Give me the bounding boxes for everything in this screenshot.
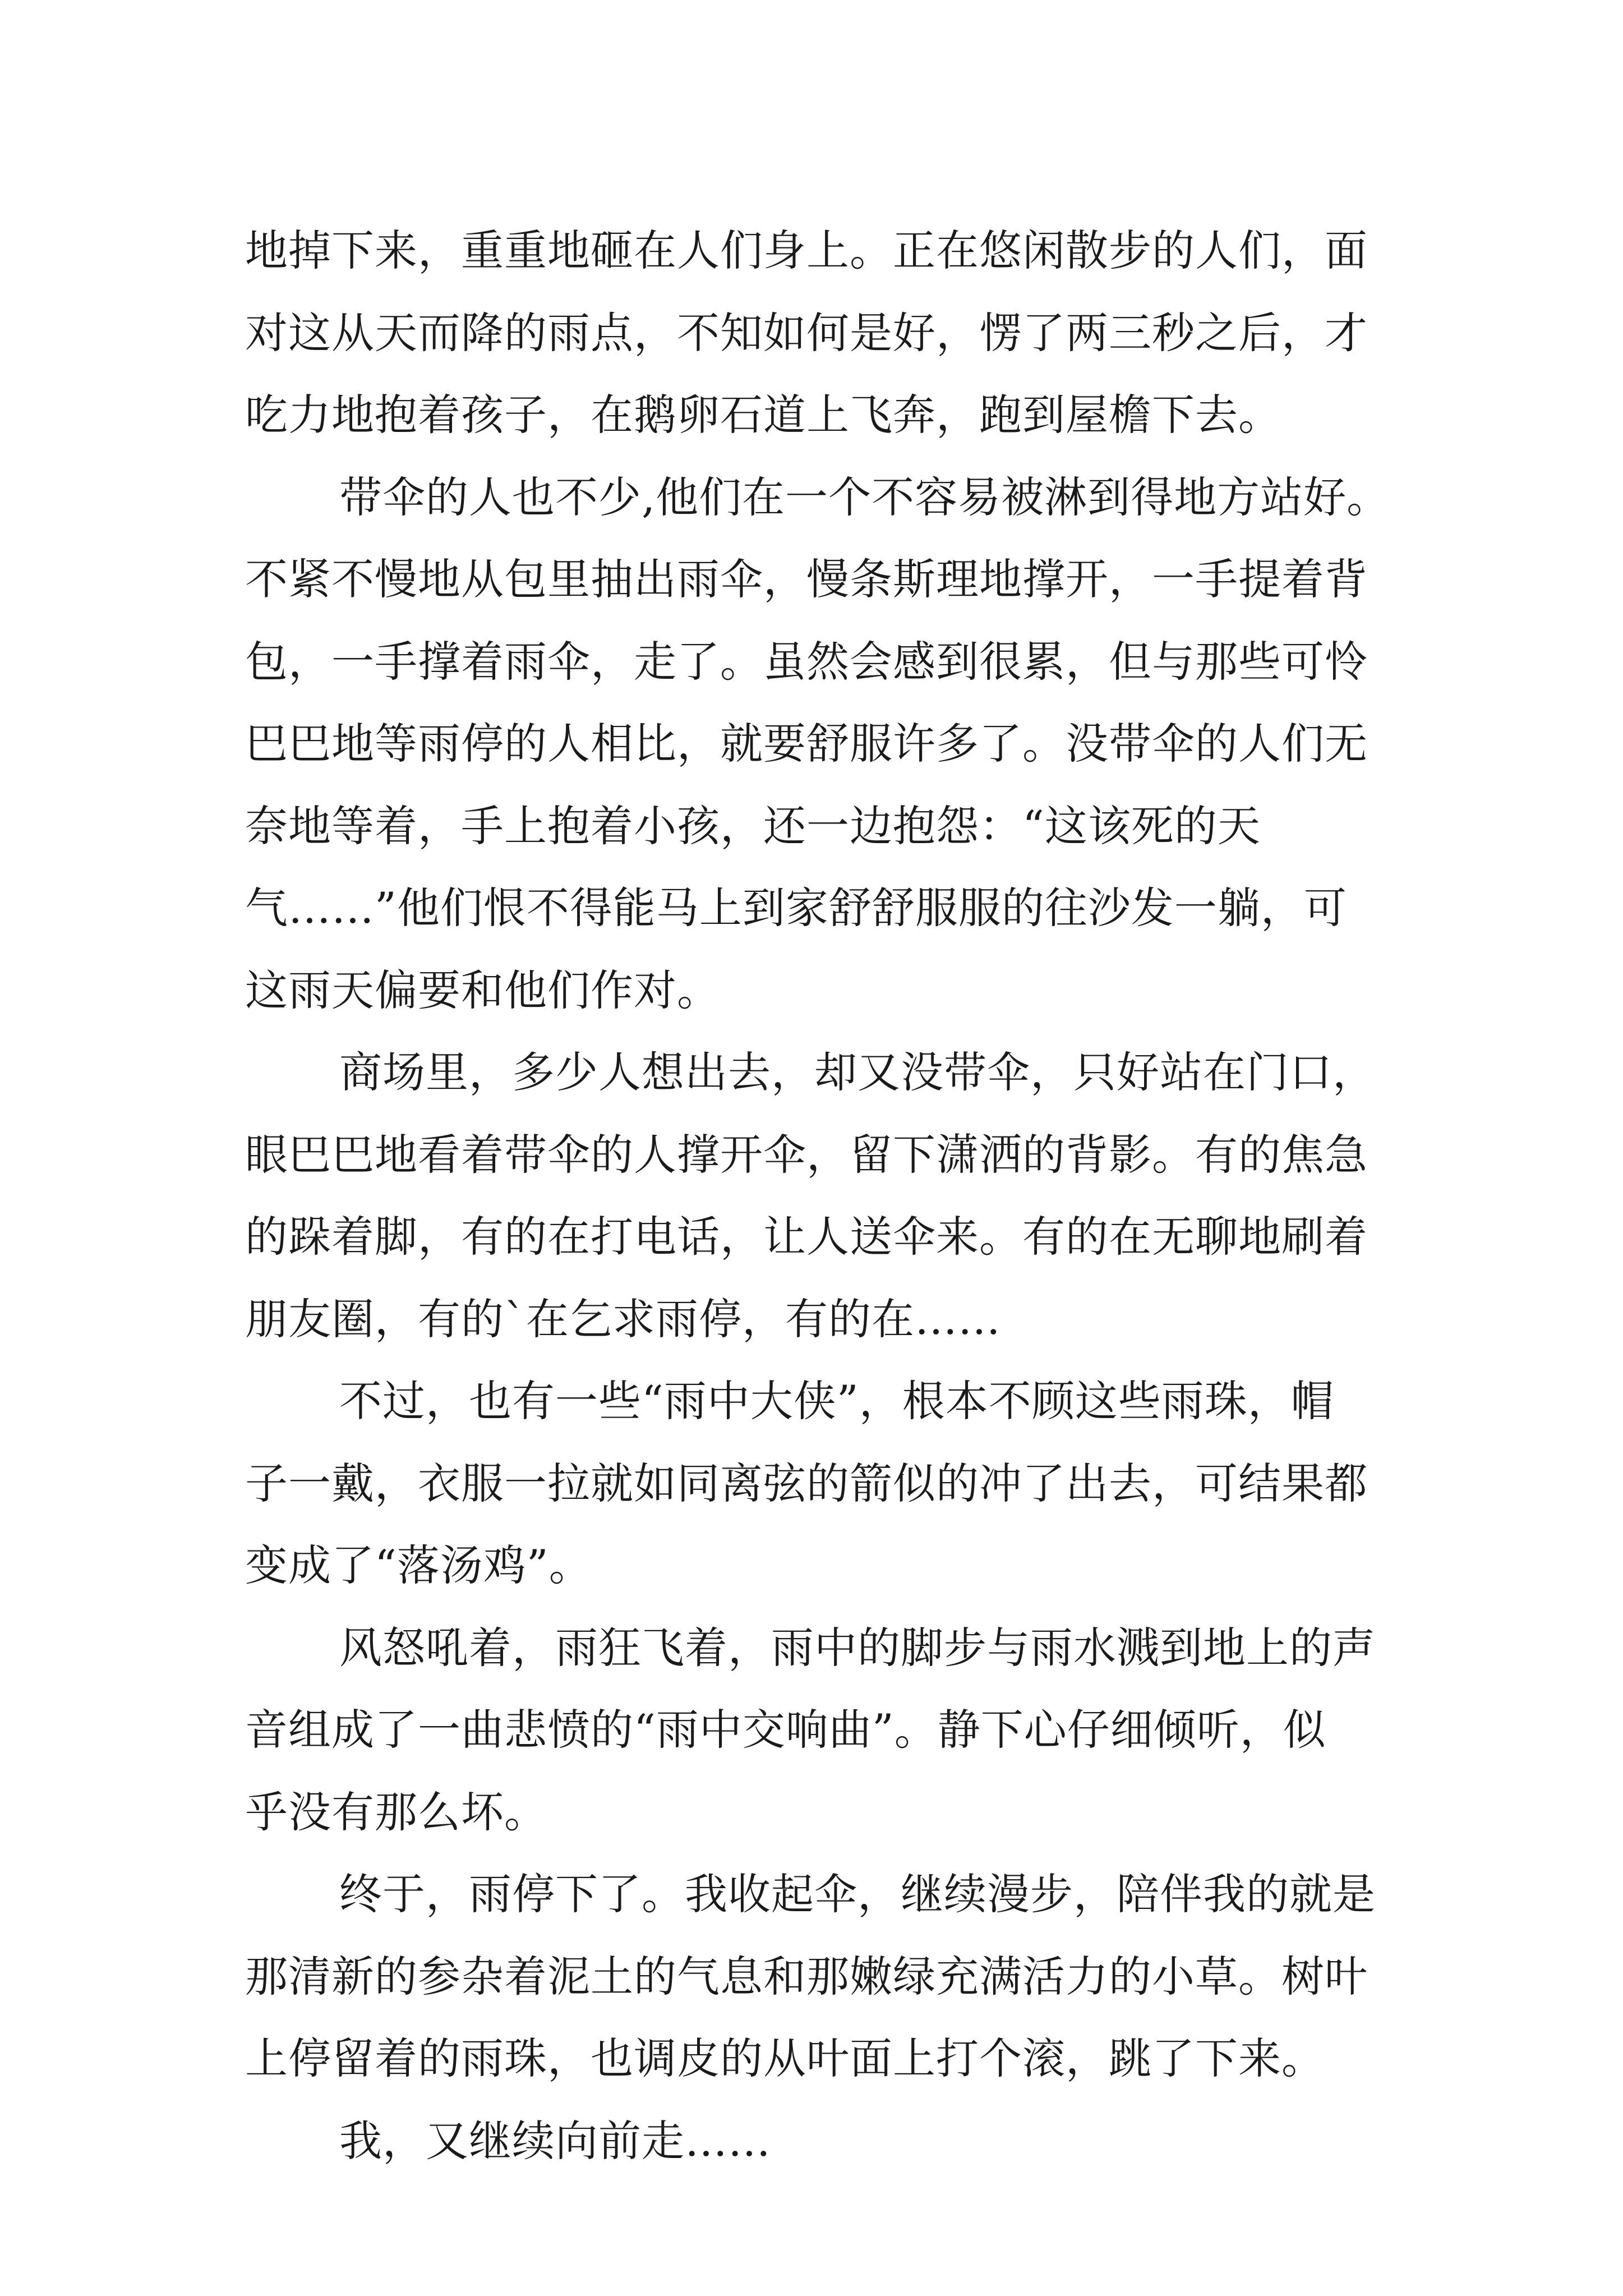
text-line: 变成了“落汤鸡”。 xyxy=(245,1540,592,1590)
text-line: 眼巴巴地看着带伞的人撑开伞，留下潇洒的背影。有的焦急 xyxy=(245,1129,1368,1180)
text-line: 子一戴，衣服一拉就如同离弦的箭似的冲了出去，可结果都 xyxy=(245,1458,1368,1508)
paragraph-start-line: 不过，也有一些“雨中大侠”，根本不顾这些雨珠，帽 xyxy=(339,1376,1334,1426)
paragraph-start-line: 商场里，多少人想出去，却又没带伞，只好站在门口， xyxy=(339,1047,1376,1097)
text-line: 吃力地抱着孩子，在鹅卵石道上飞奔，跑到屋檐下去。 xyxy=(245,390,1281,440)
text-line: 不紧不慢地从包里抽出雨伞，慢条斯理地撑开，一手提着背 xyxy=(245,554,1368,604)
text-line: 朋友圈，有的`在乞求雨停，有的在…… xyxy=(245,1294,1001,1344)
essay-body xyxy=(245,210,1390,2182)
text-line: 包，一手撑着雨伞，走了。虽然会感到很累，但与那些可怜 xyxy=(245,636,1368,687)
paragraph-start-line: 终于，雨停下了。我收起伞，继续漫步，陪伴我的就是 xyxy=(339,1869,1376,1919)
text-line: 的跺着脚，有的在打电话，让人送伞来。有的在无聊地刷着 xyxy=(245,1212,1368,1262)
text-line: 上停留着的雨珠，也调皮的从叶面上打个滚，跳了下来。 xyxy=(245,2033,1325,2083)
paragraph-start-line: 我，又继续向前走…… xyxy=(339,2115,771,2166)
text-line: 那清新的参杂着泥土的气息和那嫩绿充满活力的小草。树叶 xyxy=(245,1951,1368,2001)
text-line: 乎没有那么坏。 xyxy=(245,1787,547,1837)
paragraph-start-line: 带伞的人也不少,他们在一个不容易被淋到得地方站好。 xyxy=(339,472,1390,522)
text-line: 音组成了一曲悲愤的“雨中交响曲”。静下心仔细倾听，似 xyxy=(245,1705,1326,1755)
text-line: 对这从天而降的雨点，不知如何是好，愣了两三秒之后，才 xyxy=(245,307,1368,358)
text-line: 这雨天偏要和他们作对。 xyxy=(245,965,720,1015)
text-line: 奈地等着，手上抱着小孩，还一边抱怨：“这该死的天 xyxy=(245,800,1261,851)
paragraph-start-line: 风怒吼着，雨狂飞着，雨中的脚步与雨水溅到地上的声 xyxy=(339,1622,1376,1673)
text-line: 巴巴地等雨停的人相比，就要舒服许多了。没带伞的人们无 xyxy=(245,719,1368,769)
text-line: 地掉下来，重重地砸在人们身上。正在悠闲散步的人们，面 xyxy=(245,226,1368,275)
text-line: 气……”他们恨不得能马上到家舒舒服服的往沙发一躺，可 xyxy=(245,883,1347,933)
